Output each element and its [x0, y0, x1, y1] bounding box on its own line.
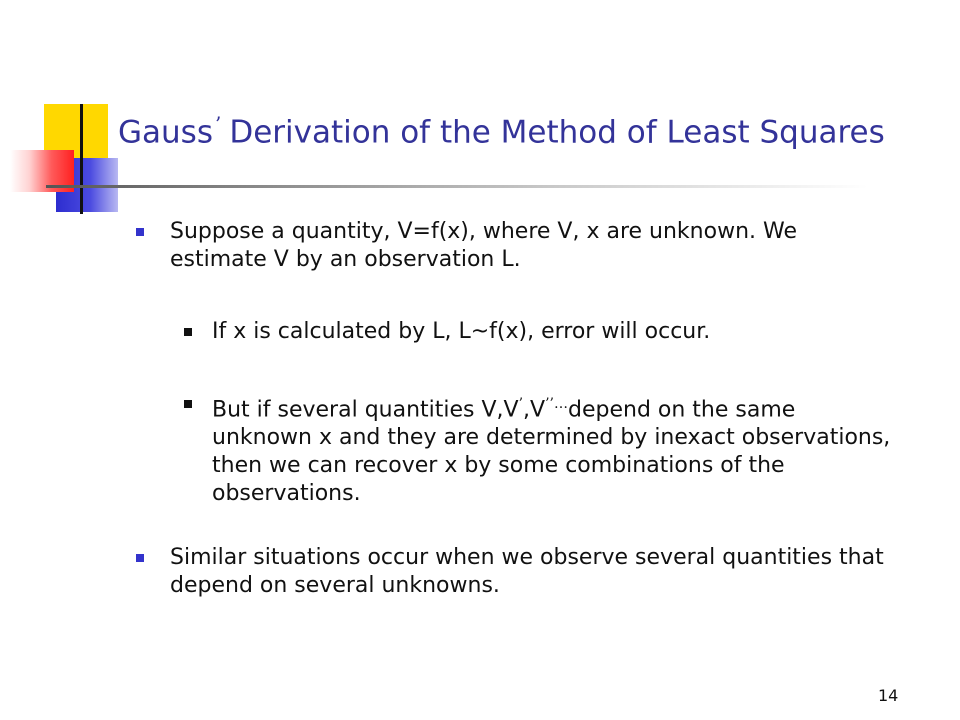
bullet-text-double-prime: ’’…: [545, 396, 568, 412]
bullet-text: Similar situations occur when we observe several quantities that depend on several unknowns.: [170, 545, 884, 598]
title-word-gauss: Gauss: [118, 114, 213, 151]
bullet-text: Suppose a quantity, V=f(x), where V, x are unknown. We estimate V by an observation L.: [170, 219, 797, 272]
bullet-text-prime: ’: [518, 396, 524, 412]
bullet-text: If x is calculated by L, L~f(x), error will occur.: [212, 319, 711, 344]
title-rest: Derivation of the Method of Least Squares: [229, 114, 885, 151]
title-apostrophe: ’: [214, 112, 222, 136]
square-bullet-icon: [136, 554, 144, 562]
bullet-similar-situations: [170, 544, 910, 600]
square-bullet-icon: [184, 400, 192, 408]
bullet-text-part-e: depend on the same unknown x and they are determined by inexact observations, then we can recover x by some combinations of the observations.: [212, 397, 891, 507]
sub-bullet-several-quantities: [212, 390, 902, 508]
page-number: 14: [878, 686, 899, 705]
square-bullet-icon: [184, 328, 192, 336]
bullet-suppose: [170, 218, 890, 274]
sub-bullet-error: [212, 318, 912, 346]
bullet-text-part-c: ,V: [523, 397, 546, 423]
bullet-text-part-a: But if several quantities V,V: [212, 397, 519, 423]
square-bullet-icon: [136, 228, 144, 236]
